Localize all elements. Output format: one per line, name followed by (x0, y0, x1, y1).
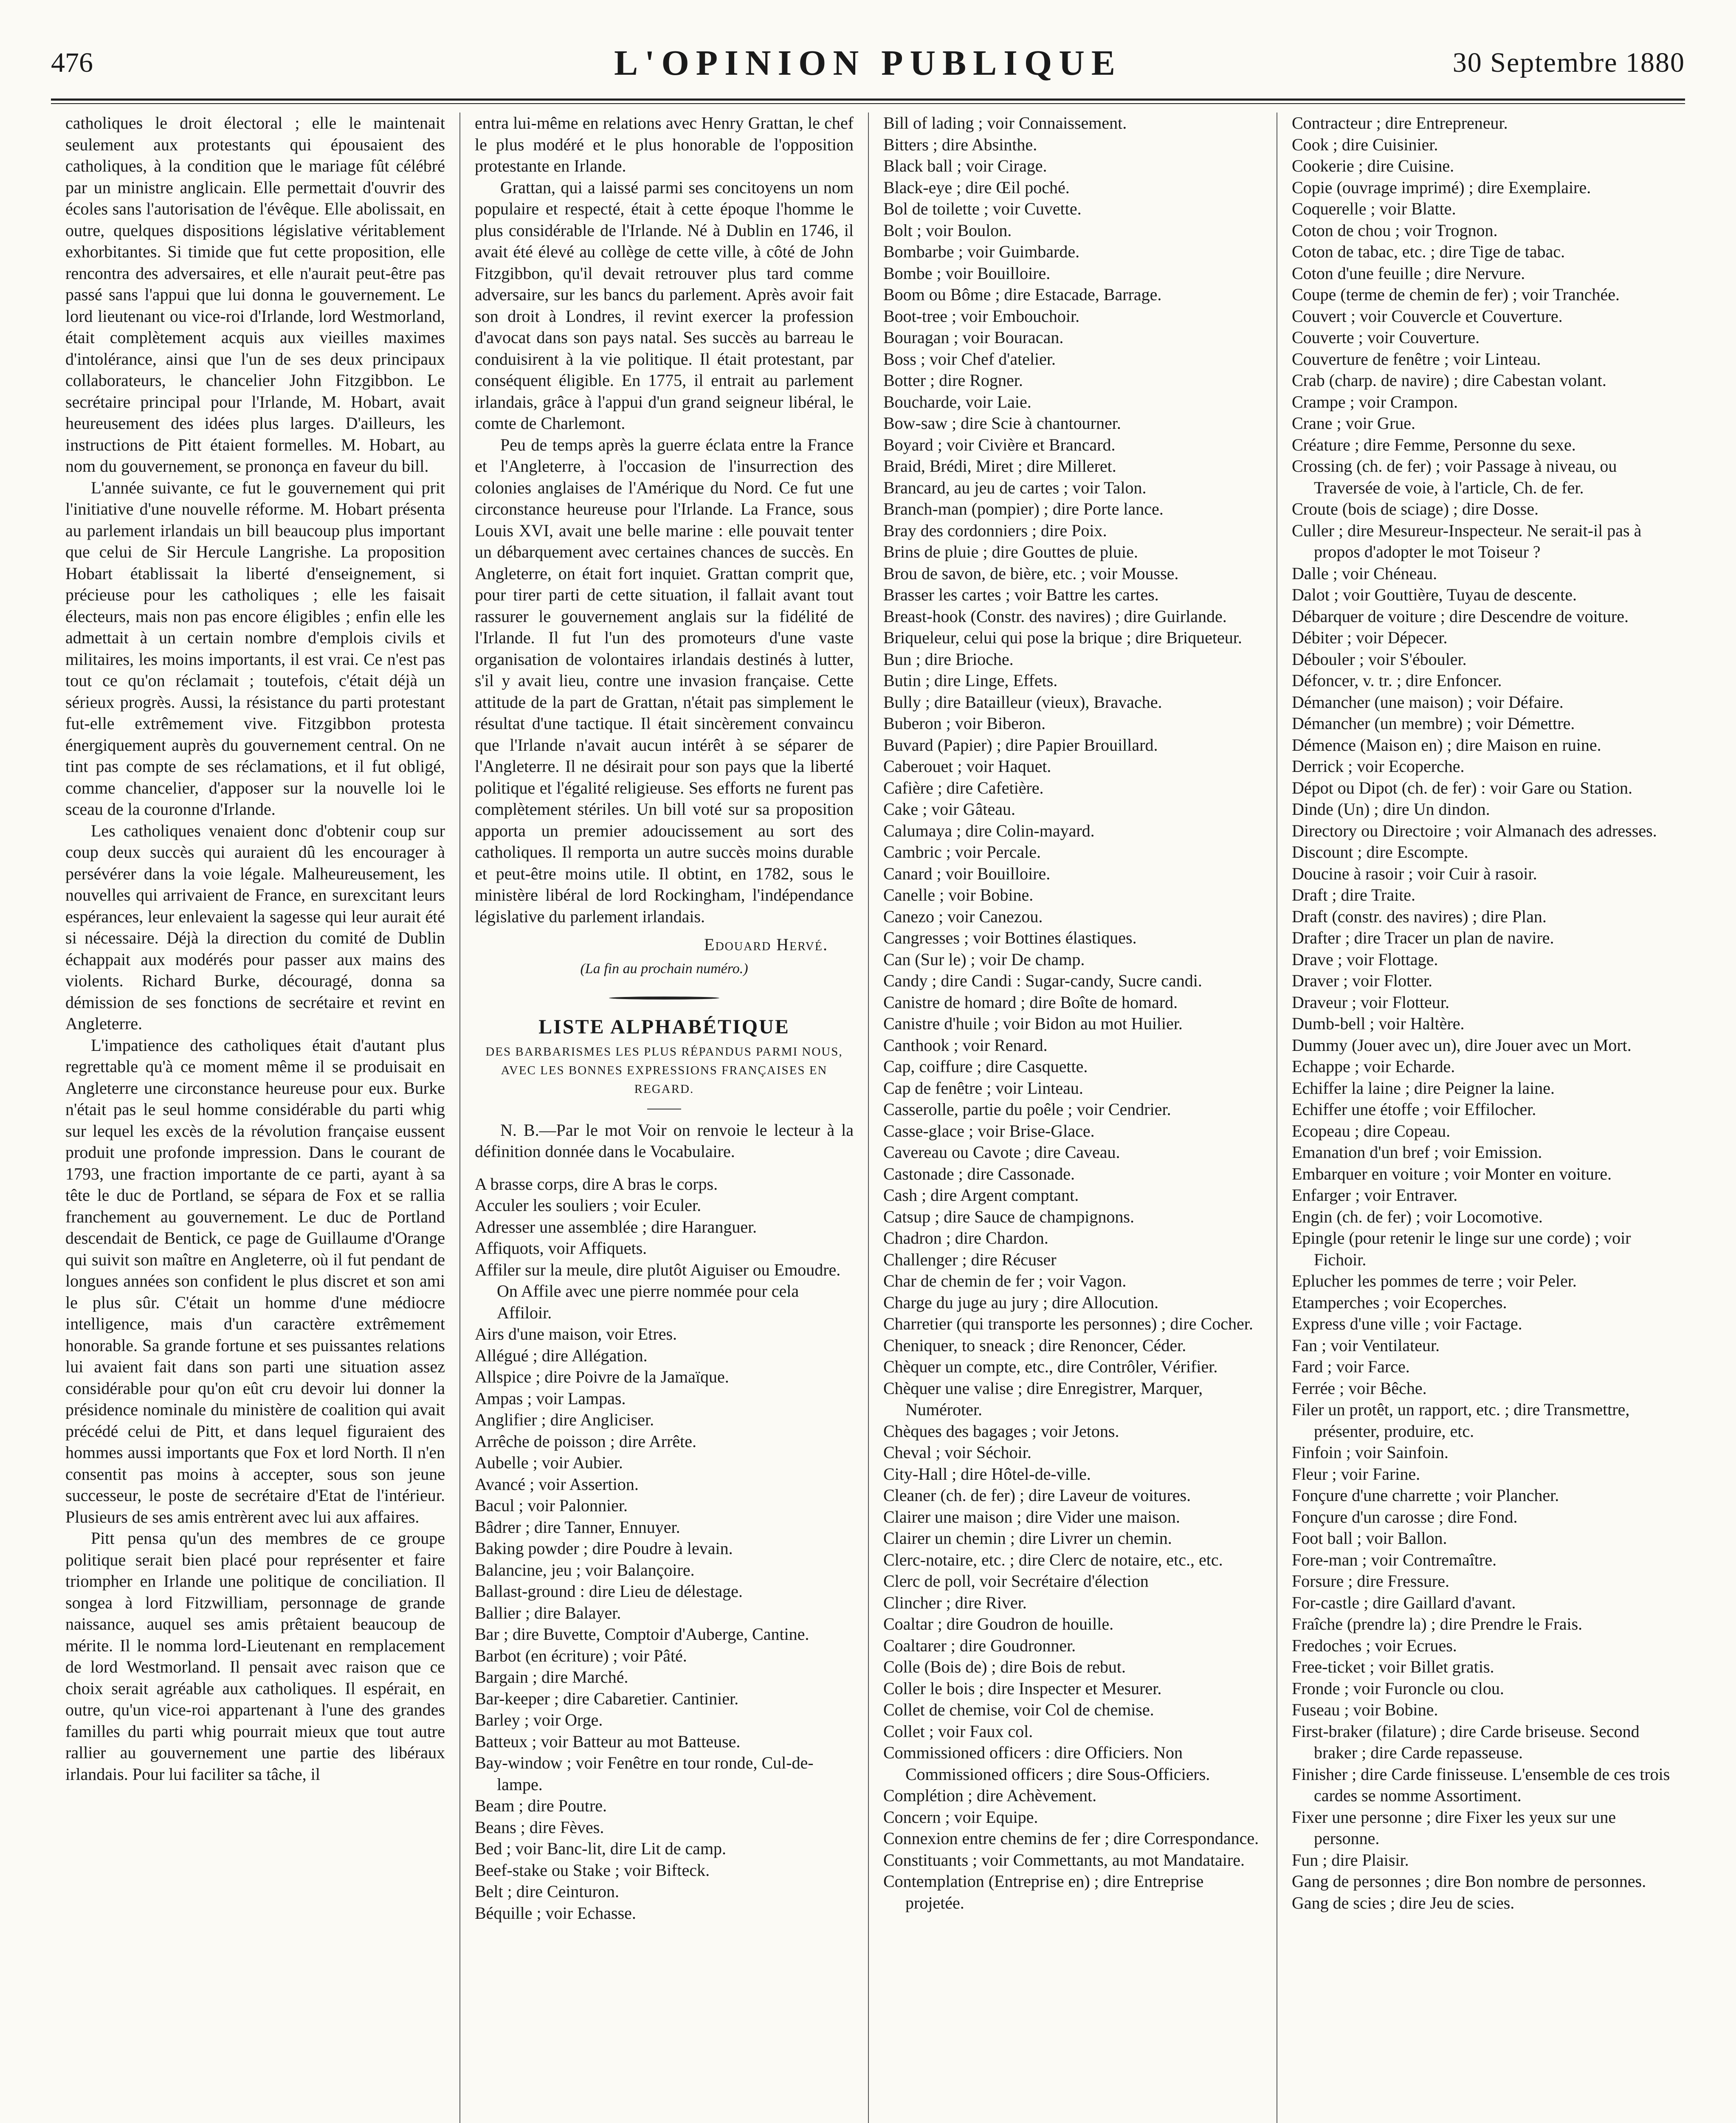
glossary-entry: Fuseau ; voir Bobine. (1292, 1700, 1438, 1719)
glossary-entry: Beef-stake ou Stake ; voir Bifteck. (475, 1860, 710, 1880)
column-2 (459, 113, 868, 2123)
glossary-entry: Culler ; dire Mesureur-Inspecteur. Ne serait-il pas à propos d'adopter le mot Toiseur ? (1292, 521, 1642, 561)
glossary-entry: Complétion ; dire Achèvement. (883, 1786, 1097, 1805)
glossary-entry: Gang de scies ; dire Jeu de scies. (1292, 1893, 1515, 1912)
paragraph: Peu de temps après la guerre éclata entre la France et l'Angleterre, à l'occasion de l'insurrection des colonies anglaises de l'Amérique du Nord. Ce fut une circonstance heureuse pour l'Irlande. La France, sous Louis XVI, avait une belle marine : elle pouvait tenter un débarquement avec certaines chances de succès. En Angleterre, on était fort inquiet. Grattan comprit que, pour tirer parti de cette situation, il fallait avant tout rassurer le gouvernement anglais sur la fidélité de l'Irlande. Il fut l'un des promoteurs d'une vaste organisation de volontaires irlandais destinés à lutter, s'il y avait lieu, contre une invasion française. Cette attitude de la part de Grattan, n'était pas simplement le résultat d'une tactique. Il était sincèrement convaincu que l'Irlande n'avait aucun intérêt à se séparer de l'Angleterre. Il ne désirait pour son pays que la liberté politique et l'égalité religieuse. Ses efforts ne furent pas complètement stériles. Un bill voté sur sa proposition apporta un premier adoucissement au sort des catholiques. Il remporta un autre succès moins durable et peut-être moins utile. Il obtint, en 1782, sous le ministère libéral de lord Rockingham, l'indépendance législative du parlement irlandais. (475, 435, 854, 926)
glossary-entry: Cash ; dire Argent comptant. (883, 1185, 1079, 1205)
glossary-entries-col4 (1292, 113, 1671, 1914)
glossary-entry: Fonçure d'une charrette ; voir Plancher. (1292, 1486, 1559, 1505)
glossary-entry: Drafter ; dire Tracer un plan de navire. (1292, 928, 1554, 947)
paragraph: Pitt pensa qu'un des membres de ce groupe politique serait bien placé pour représenter et faire triompher en Irlande une politique de conciliation. Il songea à lord Fitzwilliam, personnage de grande naissance, auquel ses amis prêtaient beaucoup de mérite. Il le nomma lord-Lieutenant en remplacement de lord Westmorland. Il pensait avec raison que ce choix serait agréable aux catholiques. Il espérait, en outre, qu'un vice-roi appartenant à l'une des grandes familles du parti whig pourrait mieux que tout autre rallier au gouvernement une partie des libéraux irlandais. Pour lui faciliter sa tâche, il (65, 1529, 445, 1784)
issue-date: 30 Septembre 1880 (1452, 47, 1685, 78)
glossary-entry: Débouler ; voir S'ébouler. (1292, 649, 1467, 669)
glossary-entry: Débiter ; voir Dépecer. (1292, 628, 1448, 647)
glossary-entry: Chèquer une valise ; dire Enregistrer, Marquer, Numéroter. (883, 1378, 1203, 1419)
glossary-entry: Fleur ; voir Farine. (1292, 1464, 1420, 1484)
glossary-entry: Bitters ; dire Absinthe. (883, 135, 1037, 154)
glossary-entry: Casserolle, partie du poêle ; voir Cendrier. (883, 1100, 1171, 1119)
glossary-entry: Finisher ; dire Carde finisseuse. L'ensemble de ces trois cardes se nomme Assortiment. (1292, 1764, 1670, 1805)
glossary-entry: Affiler sur la meule, dire plutôt Aiguiser ou Emoudre. On Affile avec une pierre nommée pour cela Affiloir. (475, 1260, 841, 1322)
glossary-entry: Botter ; dire Rogner. (883, 371, 1023, 390)
glossary-entry: Crane ; voir Grue. (1292, 414, 1416, 433)
glossary-entry: Dinde (Un) ; dire Un dindon. (1292, 800, 1490, 819)
glossary-note: N. B.—Par le mot Voir on renvoie le lecteur à la définition donnée dans le Vocabulaire. (475, 1120, 854, 1161)
glossary-entry: Engin (ch. de fer) ; voir Locomotive. (1292, 1207, 1543, 1226)
glossary-entry: Fraîche (prendre la) ; dire Prendre le Frais. (1292, 1614, 1583, 1633)
glossary-entry: Coton de chou ; voir Trognon. (1292, 220, 1498, 240)
glossary-entry: Affiquots, voir Affiquets. (475, 1239, 647, 1258)
glossary-entry: Beam ; dire Poutre. (475, 1796, 607, 1815)
glossary-entry: Ballier ; dire Balayer. (475, 1603, 621, 1622)
glossary-entries-col3 (883, 113, 1262, 1914)
glossary-entry: Bar ; dire Buvette, Comptoir d'Auberge, Cantine. (475, 1625, 809, 1644)
glossary-entry: Charge du juge au jury ; dire Allocution. (883, 1292, 1159, 1312)
glossary-entry: Bol de toilette ; voir Cuvette. (883, 199, 1082, 218)
glossary-entry: Bombarbe ; voir Guimbarde. (883, 242, 1080, 261)
glossary-entry: Coaltarer ; dire Goudronner. (883, 1636, 1076, 1655)
glossary-entry: Béquille ; voir Echasse. (475, 1903, 636, 1923)
glossary-entry: Black ball ; voir Cirage. (883, 156, 1047, 175)
glossary-entry: Embarquer en voiture ; voir Monter en voiture. (1292, 1164, 1612, 1183)
glossary-entry: Bâdrer ; dire Tanner, Ennuyer. (475, 1517, 680, 1537)
glossary-entry: Cake ; voir Gâteau. (883, 800, 1015, 819)
glossary-entry: Echiffer une étoffe ; voir Effilocher. (1292, 1100, 1536, 1119)
glossary-entry: Chèques des bagages ; voir Jetons. (883, 1421, 1119, 1441)
glossary-entry: Coaltar ; dire Goudron de houille. (883, 1614, 1114, 1633)
paragraph: L'impatience des catholiques était d'autant plus regrettable qu'à ce moment même il se produisait en Angleterre une circonstance heureuse pour eux. Burke n'était pas le seul homme considérable du parti whig sur lequel les excès de la révolution française eussent produit une profonde impression. Dans le courant de 1793, une fraction importante de ce parti, ayant à sa tête le duc de Portland, se sépara de Fox et se rallia franchement au gouvernement. Le duc de Portland descendait de Bentick, ce page de Guillaume d'Orange qui suivit son maître en Angleterre, où il fut pendant de longues années son confident le plus discret et son ami le plus sûr. C'était un homme d'une médiocre intelligence, mais d'un caractère extrêmement honorable. Sa grande fortune et ses puissantes relations lui avaient fait dans son parti une situation assez considérable pour qu'on eût cru devoir lui donner la présidence nominale du ministère de coalition qui avait précédé celui de Pitt, et dans lequel figuraient des hommes aussi importants que Fox et lord North. Il n'en consentit pas moins à accepter, sous son jeune successeur, le poste de secrétaire d'Etat de l'intérieur. Plusieurs de ses amis entrèrent avec lui aux affaires. (65, 1035, 445, 1526)
glossary-entry: First-braker (filature) ; dire Carde briseuse. Second braker ; dire Carde repasseuse. (1292, 1721, 1640, 1762)
glossary-entry: Directory ou Directoire ; voir Almanach des adresses. (1292, 821, 1657, 840)
glossary-entry: Beans ; dire Fèves. (475, 1817, 604, 1837)
glossary-entry: Cap de fenêtre ; voir Linteau. (883, 1078, 1083, 1098)
glossary-entry: Bargain ; dire Marché. (475, 1667, 628, 1687)
glossary-entry: Barley ; voir Orge. (475, 1710, 603, 1729)
glossary-entry: Démancher (un membre) ; voir Démettre. (1292, 714, 1575, 733)
glossary-entry: Doucine à rasoir ; voir Cuir à rasoir. (1292, 864, 1537, 883)
glossary-entry: Brasser les cartes ; voir Battre les cartes. (883, 585, 1159, 604)
glossary-entry: Foot ball ; voir Ballon. (1292, 1529, 1447, 1548)
glossary-entry: Démancher (une maison) ; voir Défaire. (1292, 692, 1564, 712)
glossary-entry: Can (Sur le) ; voir De champ. (883, 949, 1085, 969)
glossary-entry: Dépot ou Dipot (ch. de fer) : voir Gare ou Station. (1292, 778, 1633, 797)
glossary-entry: Bray des cordonniers ; dire Poix. (883, 521, 1107, 540)
glossary-entry: Ferrée ; voir Bêche. (1292, 1378, 1427, 1398)
glossary-entry: Allégué ; dire Allégation. (475, 1346, 648, 1365)
glossary-entry: Cambric ; voir Percale. (883, 842, 1041, 862)
glossary-entry: Arrêche de poisson ; dire Arrête. (475, 1431, 697, 1451)
glossary-entry: Belt ; dire Ceinturon. (475, 1882, 619, 1901)
glossary-entry: Défoncer, v. tr. ; dire Enfoncer. (1292, 671, 1502, 690)
glossary-entry: Coton d'une feuille ; dire Nervure. (1292, 263, 1525, 283)
glossary-entry: Balancine, jeu ; voir Balançoire. (475, 1560, 695, 1580)
glossary-entry: Epingle (pour retenir le linge sur une corde) ; voir Fichoir. (1292, 1228, 1631, 1269)
glossary-entry: Débarquer de voiture ; dire Descendre de voiture. (1292, 606, 1629, 626)
glossary-entry: Concern ; voir Equipe. (883, 1807, 1038, 1827)
header-rule (51, 99, 1685, 104)
glossary-entry: Acculer les souliers ; voir Eculer. (475, 1196, 702, 1215)
glossary-entry: Gang de personnes ; dire Bon nombre de personnes. (1292, 1872, 1646, 1891)
glossary-entry: Bow-saw ; dire Scie à chantourner. (883, 414, 1121, 433)
glossary-entry: Dumb-bell ; voir Haltère. (1292, 1014, 1465, 1033)
glossary-entries-col2 (475, 1174, 854, 1924)
glossary-subtitle: DES BARBARISMES LES PLUS RÉPANDUS PARMI NOUS, AVEC LES BONNES EXPRESSIONS FRANÇAISES EN REGARD. (485, 1045, 843, 1096)
glossary-entry: Bouragan ; voir Bouracan. (883, 328, 1064, 347)
glossary-entry: Fard ; voir Farce. (1292, 1357, 1410, 1376)
glossary-entry: Fan ; voir Ventilateur. (1292, 1335, 1440, 1355)
glossary-entry: Clerc de poll, voir Secrétaire d'élection (883, 1571, 1149, 1591)
column-4 (1277, 113, 1685, 2123)
glossary-entry: Boom ou Bôme ; dire Estacade, Barrage. (883, 285, 1162, 304)
glossary-entry: Eplucher les pommes de terre ; voir Peler. (1292, 1271, 1577, 1290)
glossary-entry: Catsup ; dire Sauce de champignons. (883, 1207, 1134, 1226)
glossary-entry: Canistre de homard ; dire Boîte de homard. (883, 992, 1178, 1012)
glossary-entry: Free-ticket ; voir Billet gratis. (1292, 1657, 1494, 1676)
glossary-entry: Créature ; dire Femme, Personne du sexe. (1292, 435, 1576, 454)
glossary-entry: Clairer un chemin ; dire Livrer un chemin. (883, 1529, 1172, 1548)
glossary-entry: Cap, coiffure ; dire Casquette. (883, 1057, 1088, 1076)
glossary-entry: Bay-window ; voir Fenêtre en tour ronde, Cul-de-lampe. (475, 1753, 814, 1794)
glossary-entry: Crab (charp. de navire) ; dire Cabestan volant. (1292, 371, 1606, 390)
glossary-entry: Boss ; voir Chef d'atelier. (883, 349, 1056, 369)
glossary-entry: Avancé ; voir Assertion. (475, 1474, 639, 1494)
glossary-entry: Coton de tabac, etc. ; dire Tige de tabac. (1292, 242, 1565, 261)
glossary-entry: Contracteur ; dire Entrepreneur. (1292, 113, 1508, 132)
glossary-entry: Canistre d'huile ; voir Bidon au mot Huilier. (883, 1014, 1183, 1033)
glossary-entry: Chèquer un compte, etc., dire Contrôler, Vérifier. (883, 1357, 1218, 1376)
glossary-entry: Castonade ; dire Cassonade. (883, 1164, 1075, 1183)
glossary-entry: Connexion entre chemins de fer ; dire Correspondance. (883, 1829, 1259, 1848)
glossary-entry: Crossing (ch. de fer) ; voir Passage à niveau, ou Traversée de voie, à l'article, Ch. de fer. (1292, 456, 1617, 497)
glossary-entry: Canelle ; voir Bobine. (883, 885, 1034, 904)
glossary-entry: City-Hall ; dire Hôtel-de-ville. (883, 1464, 1091, 1484)
glossary-entry: Batteux ; voir Batteur au mot Batteuse. (475, 1732, 741, 1751)
glossary-entry: Enfarger ; voir Entraver. (1292, 1185, 1458, 1205)
glossary-entry: Allspice ; dire Poivre de la Jamaïque. (475, 1367, 729, 1386)
glossary-entry: Cafière ; dire Cafetière. (883, 778, 1044, 797)
glossary-entry: Cheniquer, to sneack ; dire Renoncer, Céder. (883, 1335, 1186, 1355)
paragraph: Grattan, qui a laissé parmi ses concitoyens un nom populaire et respecté, était à cette époque l'homme le plus considérable de l'Irlande. Né à Dublin en 1746, il avait été élevé au collège de cette ville, à côté de John Fitzgibbon, qu'il devait retrouver plus tard comme adversaire, sur les bancs du parlement. Après avoir fait son droit à Londres, il revint exercer la profession d'avocat dans son pays natal. Ses succès au barreau le conduisirent à la vie politique. Il était protestant, par conséquent éligible. En 1775, il entrait au parlement irlandais, grâce à l'appui d'un grand seigneur libéral, le comte de Charlemont. (475, 177, 854, 433)
glossary-entry: Forsure ; dire Fressure. (1292, 1571, 1450, 1591)
glossary-entry: Breast-hook (Constr. des navires) ; dire Guirlande. (883, 606, 1227, 626)
glossary-entry: Branch-man (pompier) ; dire Porte lance. (883, 499, 1164, 518)
glossary-entry: Candy ; dire Candi : Sugar-candy, Sucre candi. (883, 971, 1202, 990)
glossary-entry: Fun ; dire Plaisir. (1292, 1850, 1409, 1870)
glossary-entry: Black-eye ; dire Œil poché. (883, 177, 1070, 197)
glossary-entry: Bacul ; voir Palonnier. (475, 1496, 628, 1515)
glossary-entry: Briqueleur, celui qui pose la brique ; dire Briqueteur. (883, 628, 1242, 647)
glossary-entry: For-castle ; dire Gaillard d'avant. (1292, 1593, 1516, 1612)
glossary-entry: Braid, Brédi, Miret ; dire Milleret. (883, 456, 1116, 476)
paragraph: Les catholiques venaient donc d'obtenir coup sur coup deux succès qui auraient dû les encourager à persévérer dans la voie légale. Malheureusement, les nouvelles qui arrivaient de France, en surexcitant leurs espérances, leur enlevaient la sagesse qui leur aurait été si nécessaire. Déjà la direction du comité de Dublin échappait aux modérés pour passer aux mains des violents. Richard Burke, découragé, donna sa démission de ses fonctions de secrétaire et revint en Angleterre. (65, 821, 445, 1033)
glossary-entry: Buvard (Papier) ; dire Papier Brouillard. (883, 735, 1158, 755)
glossary-entry: Canard ; voir Bouilloire. (883, 864, 1051, 883)
glossary-entry: Cheval ; voir Séchoir. (883, 1443, 1031, 1462)
glossary-entry: Clincher ; dire River. (883, 1593, 1027, 1612)
glossary-entry: Boyard ; voir Civière et Brancard. (883, 435, 1116, 454)
glossary-entry: Char de chemin de fer ; voir Vagon. (883, 1271, 1127, 1290)
author-signature: Edouard Hervé. (704, 935, 828, 954)
paragraph: entra lui-même en relations avec Henry Grattan, le chef le plus modéré et le plus honorable de l'opposition protestante en Irlande. (475, 113, 854, 175)
glossary-entry: Anglifier ; dire Angliciser. (475, 1410, 654, 1429)
glossary-entry: Express d'une ville ; voir Factage. (1292, 1314, 1522, 1333)
glossary-entry: Fore-man ; voir Contremaître. (1292, 1550, 1497, 1569)
glossary-entry: Dummy (Jouer avec un), dire Jouer avec un Mort. (1292, 1035, 1632, 1055)
glossary-entry: Bar-keeper ; dire Cabaretier. Cantinier. (475, 1689, 739, 1708)
glossary-entry: Barbot (en écriture) ; voir Pâté. (475, 1646, 687, 1665)
glossary-entry: Filer un protêt, un rapport, etc. ; dire Transmettre, présenter, produire, etc. (1292, 1400, 1630, 1441)
paragraph: L'année suivante, ce fut le gouvernement qui prit l'initiative d'une nouvelle réforme. M. Hobart présenta au parlement irlandais un bill beaucoup plus important que celui de Sir Hercule Langrishe. La proposition Hobart établissait la liberté d'enseignement, si précieuse pour les catholiques ; elle les faisait électeurs, mais non pas encore éligibles ; enfin elle les admettait à un certain nombre d'emplois civils et militaires, les moins importants, il est vrai. Ce n'est pas tout ce qu'on réclamait ; toutefois, c'était déjà un sérieux progrès. Aussi, la résistance du parti protestant fut-elle extrêmement vive. Fitzgibbon protesta énergiquement auprès du gouvernement central. On ne tint pas compte de ses réclamations, et il fut obligé, comme chancelier, d'apposer sur la nouvelle loi le sceau de la couronne d'Irlande. (65, 478, 445, 819)
glossary-entry: Draft (constr. des navires) ; dire Plan. (1292, 907, 1547, 926)
glossary-entry: Croute (bois de sciage) ; dire Dosse. (1292, 499, 1539, 518)
glossary-entry: Copie (ouvrage imprimé) ; dire Exemplaire. (1292, 177, 1591, 197)
glossary-entry: Démence (Maison en) ; dire Maison en ruine. (1292, 735, 1601, 755)
glossary-entry: Chadron ; dire Chardon. (883, 1228, 1048, 1247)
article-columns (51, 113, 1685, 2123)
glossary-entry: Casse-glace ; voir Brise-Glace. (883, 1121, 1095, 1140)
glossary-entry: Canthook ; voir Renard. (883, 1035, 1048, 1055)
glossary-entry: Coquerelle ; voir Blatte. (1292, 199, 1456, 218)
glossary-entry: Dalle ; voir Chéneau. (1292, 563, 1437, 583)
glossary-title: LISTE ALPHABÉTIQUE (538, 1016, 790, 1038)
glossary-entry: Canezo ; voir Canezou. (883, 907, 1043, 926)
glossary-entry: Buberon ; voir Biberon. (883, 714, 1046, 733)
glossary-entry: Aubelle ; voir Aubier. (475, 1453, 623, 1472)
glossary-entry: Cookerie ; dire Cuisine. (1292, 156, 1454, 175)
page-header (51, 38, 1685, 102)
glossary-entry: Discount ; dire Escompte. (1292, 842, 1468, 862)
glossary-entry: Coller le bois ; dire Inspecter et Mesurer. (883, 1678, 1162, 1698)
glossary-entry: Echiffer la laine ; dire Peigner la laine. (1292, 1078, 1555, 1098)
glossary-entry: Derrick ; voir Ecoperche. (1292, 757, 1465, 776)
glossary-entry: A brasse corps, dire A bras le corps. (475, 1174, 718, 1194)
glossary-entry: Couverture de fenêtre ; voir Linteau. (1292, 349, 1541, 369)
paragraph: catholiques le droit électoral ; elle le maintenait seulement aux protestants qui épousaient des catholiques, à la condition que le mariage fût célébré par un ministre anglicain. Elle permettait d'ouvrir des écoles sans l'autorisation de l'évêque. Elle abolissait, en outre, quelques dispositions législative véritablement exhorbitantes. Si timide que fut cette proposition, elle rencontra des adversaires, et elle n'aurait peut-être pas passé sans l'appui que lui donna le gouvernement. Le lord lieutenant ou vice-roi d'Irlande, lord Westmorland, était complètement acquis aux vieilles maximes d'intolérance, ainsi que l'un de ses deux principaux collaborateurs, le chancelier John Fitzgibbon. Le secrétaire principal pour l'Irlande, M. Hobart, avait heureusement des idées plus larges. D'ailleurs, les instructions de Pitt étaient formelles. M. Hobart, au nom du gouvernement, se prononça en faveur du bill. (65, 113, 445, 476)
section-divider (609, 997, 719, 1000)
glossary-entry: Brancard, au jeu de cartes ; voir Talon. (883, 478, 1147, 497)
glossary-entry: Ecopeau ; dire Copeau. (1292, 1121, 1451, 1140)
glossary-entry: Fonçure d'un carosse ; dire Fond. (1292, 1507, 1518, 1526)
glossary-entry: Cleaner (ch. de fer) ; dire Laveur de voitures. (883, 1486, 1191, 1505)
glossary-entry: Charretier (qui transporte les personnes) ; dire Cocher. (883, 1314, 1253, 1333)
glossary-entry: Challenger ; dire Récuser (883, 1250, 1057, 1269)
glossary-entry: Draver ; voir Flotter. (1292, 971, 1433, 990)
glossary-entry: Colle (Bois de) ; dire Bois de rebut. (883, 1657, 1126, 1676)
glossary-entry: Collet de chemise, voir Col de chemise. (883, 1700, 1154, 1719)
glossary-entry: Echappe ; voir Echarde. (1292, 1057, 1455, 1076)
glossary-entry: Bully ; dire Batailleur (vieux), Bravache. (883, 692, 1162, 712)
glossary-entry: Bill of lading ; voir Connaissement. (883, 113, 1127, 132)
continued-note: (La fin au prochain numéro.) (580, 960, 748, 977)
glossary-entry: Bed ; voir Banc-lit, dire Lit de camp. (475, 1839, 727, 1858)
glossary-entry: Adresser une assemblée ; dire Haranguer. (475, 1217, 757, 1236)
glossary-entry: Butin ; dire Linge, Effets. (883, 671, 1058, 690)
glossary-entry: Emanation d'un bref ; voir Emission. (1292, 1143, 1542, 1162)
glossary-entry: Ampas ; voir Lampas. (475, 1388, 626, 1408)
glossary-entry: Baking powder ; dire Poudre à levain. (475, 1539, 733, 1558)
column-1 (51, 113, 459, 2123)
glossary-entry: Brins de pluie ; dire Gouttes de pluie. (883, 542, 1138, 561)
glossary-entry: Clairer une maison ; dire Vider une maison. (883, 1507, 1180, 1526)
glossary-entry: Collet ; voir Faux col. (883, 1721, 1033, 1741)
glossary-entry: Drave ; voir Flottage. (1292, 949, 1438, 969)
glossary-entry: Etamperches ; voir Ecoperches. (1292, 1292, 1507, 1312)
glossary-entry: Dalot ; voir Gouttière, Tuyau de descente. (1292, 585, 1577, 604)
glossary-entry: Clerc-notaire, etc. ; dire Clerc de notaire, etc., etc. (883, 1550, 1223, 1569)
glossary-entry: Ballast-ground : dire Lieu de délestage. (475, 1582, 743, 1601)
glossary-entry: Coupe (terme de chemin de fer) ; voir Tranchée. (1292, 285, 1620, 304)
glossary-entry: Calumaya ; dire Colin-mayard. (883, 821, 1095, 840)
glossary-entry: Fredoches ; voir Ecrues. (1292, 1636, 1457, 1655)
glossary-entry: Contemplation (Entreprise en) ; dire Entreprise projetée. (883, 1872, 1204, 1912)
glossary-entry: Finfoin ; voir Sainfoin. (1292, 1443, 1449, 1462)
glossary-entry: Draveur ; voir Flotteur. (1292, 992, 1450, 1012)
glossary-entry: Fixer une personne ; dire Fixer les yeux sur une personne. (1292, 1807, 1616, 1848)
glossary-entry: Brou de savon, de bière, etc. ; voir Mousse. (883, 563, 1179, 583)
glossary-entry: Bolt ; voir Boulon. (883, 220, 1012, 240)
glossary-entry: Couvert ; voir Couvercle et Couverture. (1292, 306, 1563, 326)
glossary-entry: Boucharde, voir Laie. (883, 392, 1031, 411)
page-number: 476 (51, 47, 93, 78)
journal-title: L'OPINION PUBLIQUE (614, 43, 1122, 83)
glossary-entry: Constituants ; voir Commettants, au mot Mandataire. (883, 1850, 1245, 1870)
glossary-entry: Draft ; dire Traite. (1292, 885, 1416, 904)
glossary-entry: Fronde ; voir Furoncle ou clou. (1292, 1678, 1504, 1698)
glossary-entry: Couverte ; voir Couverture. (1292, 328, 1480, 347)
glossary-entry: Airs d'une maison, voir Etres. (475, 1324, 677, 1343)
glossary-entry: Bombe ; voir Bouilloire. (883, 263, 1051, 283)
glossary-entry: Crampe ; voir Crampon. (1292, 392, 1458, 411)
glossary-entry: Cook ; dire Cuisinier. (1292, 135, 1438, 154)
column-3 (868, 113, 1277, 2123)
glossary-entry: Cangresses ; voir Bottines élastiques. (883, 928, 1137, 947)
glossary-entry: Bun ; dire Brioche. (883, 649, 1014, 669)
glossary-entry: Commissioned officers : dire Officiers. Non Commissioned officers ; dire Sous-Officiers. (883, 1743, 1210, 1784)
glossary-entry: Cavereau ou Cavote ; dire Caveau. (883, 1143, 1120, 1162)
glossary-entry: Caberouet ; voir Haquet. (883, 757, 1051, 776)
glossary-entry: Boot-tree ; voir Embouchoir. (883, 306, 1080, 326)
